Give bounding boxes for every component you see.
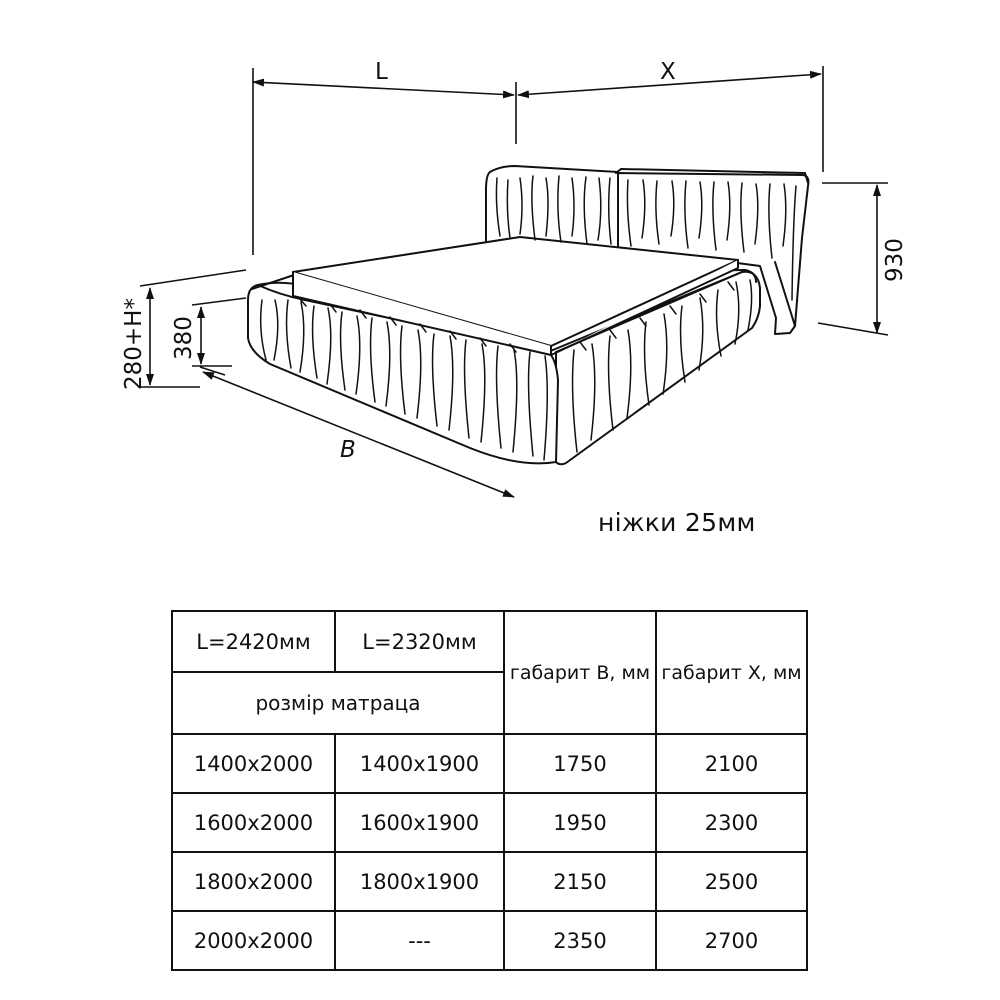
mattress-size-cell: 1800x1900 (335, 852, 504, 911)
headboard-height-label: 930 (882, 238, 908, 282)
gabarit-b-cell: 2150 (504, 852, 656, 911)
overall-b-label: B (340, 437, 356, 463)
mattress-size-cell: 1600x1900 (335, 793, 504, 852)
header-mattress-size: розмір матраца (172, 672, 504, 734)
header-l-2420: L=2420мм (172, 611, 335, 672)
gabarit-b-cell: 1950 (504, 793, 656, 852)
header-gabarit-b: габарит B, мм (504, 611, 656, 734)
mattress-size-cell: --- (335, 911, 504, 970)
gabarit-b-cell: 2350 (504, 911, 656, 970)
table-row (172, 734, 807, 793)
length-label: L (375, 59, 388, 85)
legs-note: ніжки 25мм (598, 508, 756, 537)
table-header-row (172, 611, 807, 672)
gabarit-x-cell: 2300 (656, 793, 807, 852)
width-x-label: X (660, 59, 676, 85)
mattress-size-cell: 1800x2000 (172, 852, 335, 911)
mattress-size-cell: 1400x2000 (172, 734, 335, 793)
table-row (172, 852, 807, 911)
gabarit-b-cell: 1750 (504, 734, 656, 793)
gabarit-x-cell: 2500 (656, 852, 807, 911)
table-row (172, 911, 807, 970)
total-height-label: 280+H* (121, 298, 147, 390)
table-row (172, 793, 807, 852)
gabarit-x-cell: 2100 (656, 734, 807, 793)
mattress-size-cell: 2000x2000 (172, 911, 335, 970)
bed-illustration (248, 166, 808, 464)
frame-height-label: 380 (171, 316, 197, 360)
gabarit-x-cell: 2700 (656, 911, 807, 970)
header-gabarit-x: габарит X, мм (656, 611, 807, 734)
size-spec-table (171, 610, 808, 971)
header-l-2320: L=2320мм (335, 611, 504, 672)
mattress-size-cell: 1400x1900 (335, 734, 504, 793)
mattress-size-cell: 1600x2000 (172, 793, 335, 852)
